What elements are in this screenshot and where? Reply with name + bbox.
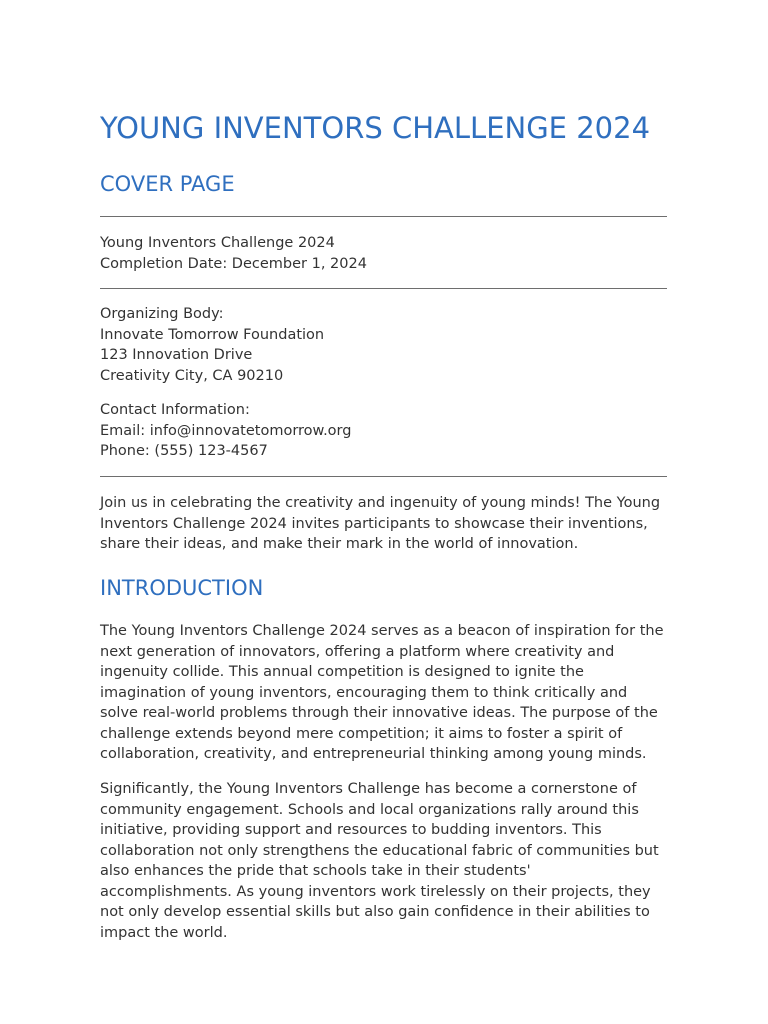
organizing-body-block bbox=[100, 304, 667, 386]
divider bbox=[100, 216, 667, 217]
contact-information-label: Contact Information: bbox=[100, 402, 250, 418]
contact-phone: Phone: (555) 123-4567 bbox=[100, 443, 268, 459]
organization-name: Innovate Tomorrow Foundation bbox=[100, 326, 325, 343]
address-line-1: 123 Innovation Drive bbox=[100, 347, 253, 363]
introduction-heading: INTRODUCTION bbox=[100, 576, 264, 600]
address-line-2: Creativity City, CA 90210 bbox=[100, 367, 284, 384]
divider bbox=[100, 288, 667, 289]
introduction-paragraph-1: The Young Inventors Challenge 2024 serves as a beacon of inspiration for the next generation of innovators, offering a platform where creativity and ingenuity collide. This annual competition is designed to ignite the imagination of young inventors, encouraging them to think critically and solve real-world problems through their innovative ideas. The purpose of the challenge extends beyond mere competition; it aims to foster a spirit of collaboration, creativity, and entrepreneurial thinking among young minds. bbox=[100, 623, 664, 762]
contact-email: Email: info@innovatetomorrow.org bbox=[100, 422, 352, 439]
contact-information-block bbox=[100, 400, 667, 462]
divider bbox=[100, 476, 667, 477]
cover-blurb: Join us in celebrating the creativity and ingenuity of young minds! The Young Inventors Challenge 2024 invites participants to showcase their inventions, share their ideas, and make their mark in the world of innovation. bbox=[100, 495, 661, 552]
cover-page-heading: COVER PAGE bbox=[100, 172, 235, 196]
document-title: YOUNG INVENTORS CHALLENGE 2024 bbox=[100, 111, 651, 145]
event-name: Young Inventors Challenge 2024 bbox=[100, 235, 335, 251]
event-info bbox=[100, 233, 667, 274]
introduction-paragraph-2: Significantly, the Young Inventors Challenge has become a cornerstone of community engagement. Schools and local organizations rally around this initiative, providing support and resources to budding inventors. This collaboration not only strengthens the educational fabric of communities but also enhances the pride that schools take in their students' accomplishments. As young inventors work tirelessly on their projects, they not only develop essential skills but also gain confidence in their abilities to impact the world. bbox=[100, 781, 659, 941]
organizing-body-label: Organizing Body: bbox=[100, 306, 224, 322]
completion-date: Completion Date: December 1, 2024 bbox=[100, 255, 367, 272]
